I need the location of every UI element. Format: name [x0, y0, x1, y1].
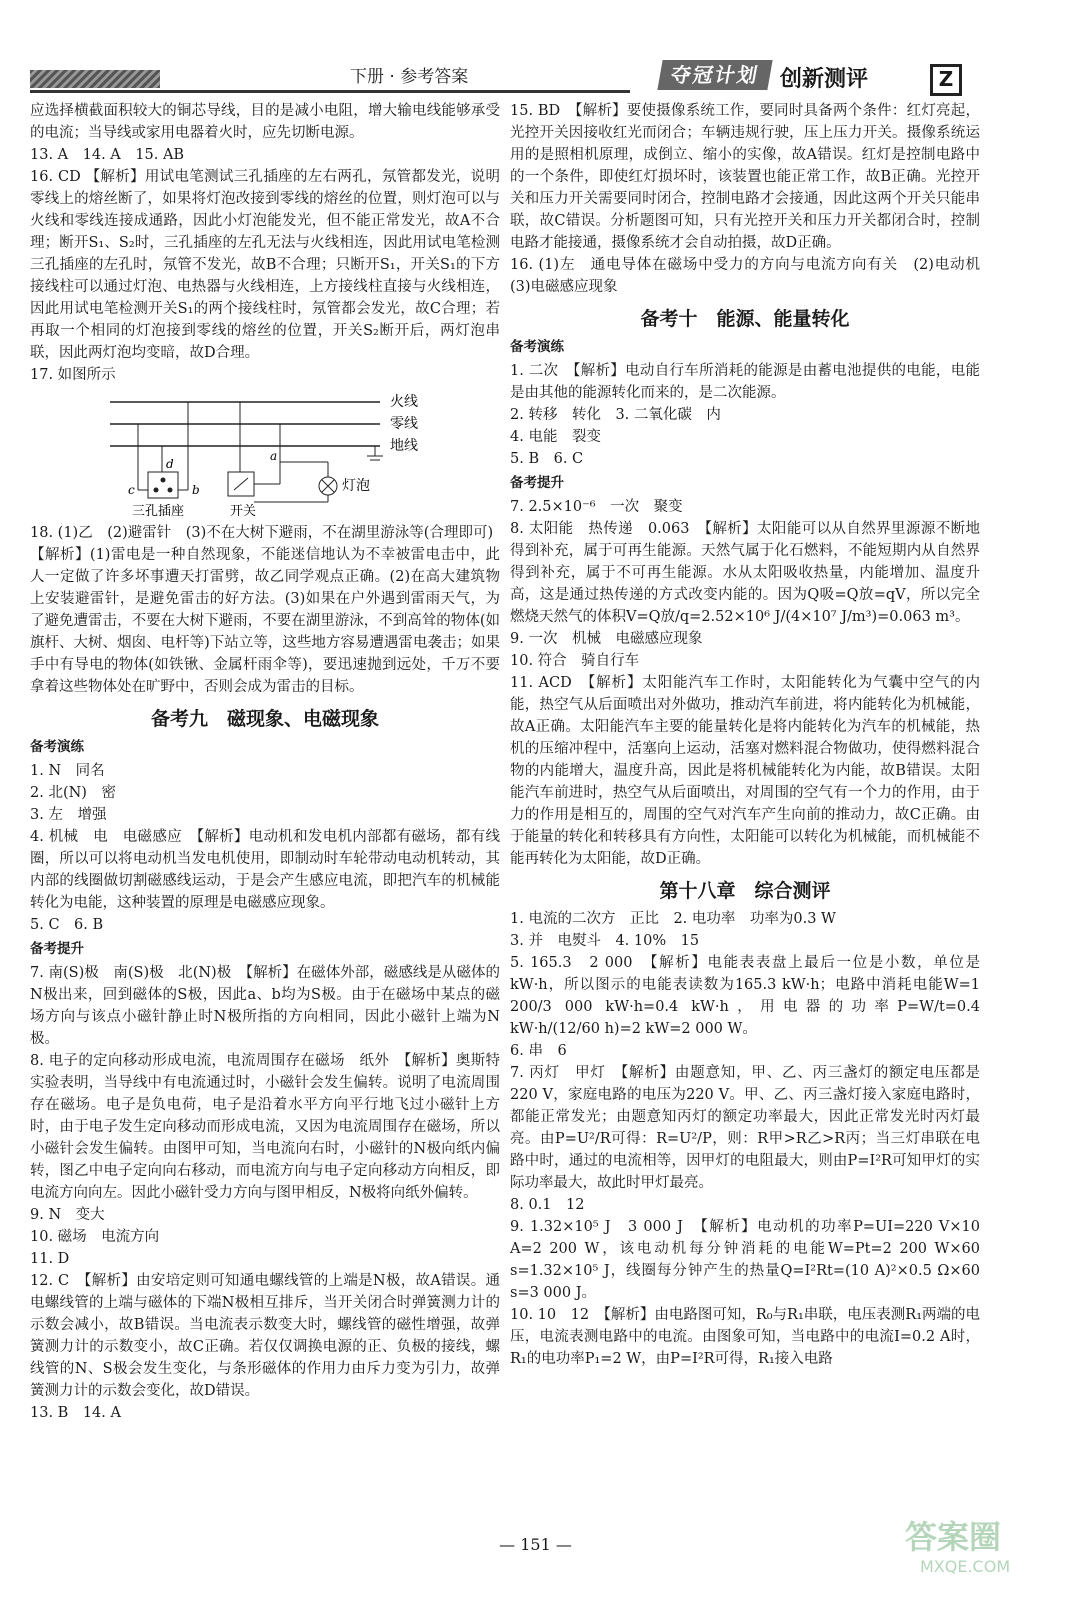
answer-text: 2. 转移 转化 3. 二氧化碳 内	[510, 407, 721, 423]
watermark-text: 答案圈	[905, 1518, 1002, 1556]
answer-text: 8. 电子的定向移动形成电流，电流周围存在磁场 纸外 【解析】奥斯特实验表明，当导线中有电流通过时，小磁针会发生偏转。说明了电流周围存在磁场。电子是负电荷，电子是沿着水平方向平行地飞过小磁针上方时，由于电子发生定向移动而形成电流，又因为电流周围存在磁场，所以小磁针会发生偏转。由图甲可知，当电流向右时，小磁针的N极向纸内偏转，图乙中电子定向向右移动，而电流方向与电子定向移动方向相反，即电流方向向左。因此小磁针受力方向与图甲相反，N极将向纸外偏转。	[30, 1053, 500, 1201]
brand-logo: 夺冠计划	[657, 60, 772, 90]
header-stripe-band	[30, 70, 160, 88]
answer-text: 15. BD 【解析】要使摄像系统工作，要同时具备两个条件：红灯亮起，光控开关因接收红光而闭合；车辆违规行驶，压上压力开关。摄像系统运用的是照相机原理，成倒立、缩小的实像，故A错误。红灯是控制电路中的一个条件，即使红灯损坏时，该装置也能正常工作，故B正确。光控开关和压力开关需要同时闭合，控制电路才会接通，因此这两个开关只能串联，故C错误。分析题图可知，只有光控开关和压力开关都闭合时，控制电路才能接通，摄像系统才会自动拍摄，故D正确。	[510, 103, 980, 251]
answer-text: 16. CD 【解析】用试电笔测试三孔插座的左右两孔，氖管都发光，说明零线上的熔丝断了，如果将灯泡改接到零线的熔丝的位置，则灯泡可以与火线和零线连接成通路，因此小灯泡能发光，但不能正常发光，故A不合理；断开S₁、S₂时，三孔插座的左孔无法与火线相连，因此用试电笔检测三孔插座的左孔时，氖管不发光，故B不合理；只断开S₁，开关S₁的下方接线柱可以通过灯泡、电热器与火线相连，上方接线柱直接与火线相连，因此用试电笔检测开关S₁的两个接线柱时，氖管都会发光，故C合理；若再取一个相同的灯泡接到零线的熔丝的位置，开关S₂断开后，两灯泡串联，因此两灯泡均变暗，故D合理。	[30, 169, 500, 361]
answer-text: 17. 如图所示	[30, 367, 116, 383]
answer-text: 7. 南(S)极 南(S)极 北(N)极 【解析】在磁体外部，磁感线是从磁体的N极出来，回到磁体的S极，因此a、b均为S极。由于在磁场中某点的磁场方向与该点小磁针静止时N极所指的方向相同，因此小磁针上端为N极。	[30, 965, 500, 1047]
watermark-url: MXQE.COM	[920, 1557, 1011, 1576]
point-d-label: d	[166, 457, 174, 471]
answer-text: 2. 北(N) 密	[30, 785, 116, 801]
section-heading: 备考十 能源、能量转化	[640, 308, 850, 330]
household-circuit-diagram	[80, 390, 480, 520]
subsection-heading: 备考演练	[510, 339, 564, 355]
subsection-heading: 备考提升	[30, 941, 84, 957]
page-header	[0, 0, 1071, 100]
section-heading: 第十八章 综合测评	[659, 880, 831, 902]
answer-text: 1. 二次 【解析】电动自行车所消耗的能源是由蓄电池提供的电能，电能是由其他的能源转化而来的，是二次能源。	[510, 363, 980, 401]
socket-label: 三孔插座	[132, 504, 185, 519]
section-heading: 备考九 磁现象、电磁现象	[150, 708, 379, 730]
answer-text: 3. 左 增强	[30, 807, 107, 823]
answer-text: 8. 太阳能 热传递 0.063 【解析】太阳能可以从自然界里源源不断地得到补充，属于可再生能源。天然气属于化石燃料，不能短期内从自然界得到补充，属于不可再生能源。水从太阳吸收热量，内能增加、温度升高，这是通过热传递的方式改变内能的。因为Q吸=Q放=qV，所以完全燃烧天然气的体积V=Q放/q=2.52×10⁶ J/(4×10⁷ J/m³)=0.063 m³。	[510, 521, 980, 625]
header-title: 下册 · 参考答案	[350, 67, 469, 87]
answer-text: 9. N 变大	[30, 1207, 105, 1223]
three-hole-socket-icon	[148, 472, 178, 498]
ground-wire-label: 地线	[390, 438, 418, 454]
answer-text: 6. 串 6	[510, 1043, 567, 1059]
answer-text: 16. (1)左 通电导体在磁场中受力的方向与电流方向有关 (2)电动机 (3)电磁感应现象	[510, 257, 995, 295]
answer-text: 18. (1)乙 (2)避雷针 (3)不在大树下避雨，不在湖里游泳等(合理即可)	[30, 525, 494, 541]
answer-text: 5. 165.3 2 000 【解析】电能表表盘上最后一位是小数，单位是kW·h，所以图示的电能表读数为165.3 kW·h；电路中消耗电能W=1 200/3 000 kW·h=0.4 kW·h，用电器的功率P=W/t=0.4 kW·h/(12/60 h)=2 kW=2 000 W。	[510, 955, 980, 1037]
answer-text: 13. B 14. A	[30, 1405, 121, 1421]
neutral-wire-label: 零线	[390, 416, 418, 432]
answer-text: 9. 1.32×10⁵ J 3 000 J 【解析】电动机的功率P=UI=220 V×10 A=2 200 W，该电动机每分钟消耗的电能W=Pt=2 200 W×60 s=1.32×10⁵ J，线圈每分钟产生的热量Q=I²Rt=(10 A)²×0.5 Ω×60 s=3 000 J。	[510, 1219, 980, 1301]
answer-text: 10. 10 12 【解析】由电路图可知，R₀与R₁串联，电压表测R₁两端的电压，电流表测电路中的电流。由图象可知，当电路中的电流I=0.2 A时，R₁的电功率P₁=2 W，由P=I²R可得，R₁接入电路	[510, 1307, 981, 1367]
answer-text: 5. C 6. B	[30, 917, 104, 933]
header-rule	[30, 90, 630, 93]
switch-label: 开关	[230, 504, 257, 519]
answer-text: 1. N 同名	[30, 763, 105, 779]
watermark-logo	[900, 1510, 1050, 1580]
answer-text: 5. B 6. C	[510, 451, 584, 467]
page-number: — 151 —	[499, 1535, 572, 1554]
answer-text: 4. 机械 电 电磁感应 【解析】电动机和发电机内部都有磁场，都有线圈，所以可以将电动机当发电机使用，即制动时车轮带动电动机转动，其内部的线圈做切割磁感线运动，于是会产生感应电流，即把汽车的机械能转化为电能，这种装置的原理是电磁感应现象。	[30, 829, 500, 911]
answer-text: 7. 丙灯 甲灯 【解析】由题意知，甲、乙、丙三盏灯的额定电压都是220 V，家庭电路的电压为220 V。甲、乙、丙三盏灯接入家庭电路时，都能正常发光；由题意知丙灯的额定功率最大，因此正常发光时丙灯最亮。由P=U²/R可得：R=U²/P，则：R甲>R乙>R丙；当三灯串联在电路中时，通过的电流相等，因甲灯的电阻最大，则由P=I²R可知甲灯的实际功率最大，故此时甲灯最亮。	[510, 1065, 980, 1191]
point-c-label: c	[128, 483, 135, 497]
right-column	[510, 100, 995, 1370]
point-b-label: b	[192, 483, 200, 497]
answer-text: 11. D	[30, 1251, 70, 1267]
live-wire-label: 火线	[390, 394, 418, 410]
answer-text: 9. 一次 机械 电磁感应现象	[510, 631, 703, 647]
answer-text: 10. 磁场 电流方向	[30, 1229, 160, 1245]
brand-subtitle: 创新测评	[780, 67, 869, 92]
answer-text: 8. 0.1 12	[510, 1197, 585, 1213]
answer-text: 7. 2.5×10⁻⁶ 一次 聚变	[510, 499, 683, 515]
answer-explanation: 【解析】(1)雷电是一种自然现象，不能迷信地认为不幸被雷电击中，此人一定做了许多坏事遭天打雷劈，故乙同学观点正确。(2)在高大建筑物上安装避雷针，是避免雷击的好方法。(3)如果在户外遇到雷雨天气，为了避免遭雷击，不要在大树下避雨，不要在湖里游泳，不到高耸的物体(如旗杆、大树、烟囱、电杆等)下站立等，这些地方容易遭遇雷电袭击；如果手中有导电的物体(如铁锹、金属杆雨伞等)，要迅速抛到远处，千万不要拿着这些物体处在旷野中，否则会成为雷击的目标。	[30, 547, 500, 695]
answer-text: 12. C 【解析】由安培定则可知通电螺线管的上端是N极，故A错误。通电螺线管的上端与磁体的下端N极相互排斥，当开关闭合时弹簧测力计的示数会减小，故B错误。当电流表示数变大时，螺线管的磁性增强，故弹簧测力计的示数变小，故C正确。若仅仅调换电源的正、负极的接线，螺线管的N、S极会发生变化，与条形磁体的作用力由斥力变为引力，故弹簧测力计的示数会变化，故D错误。	[30, 1273, 500, 1399]
answer-text: 3. 并 电熨斗 4. 10% 15	[510, 933, 700, 949]
answer-text: 4. 电能 裂变	[510, 429, 601, 445]
answer-text: 13. A 14. A 15. AB	[30, 147, 185, 163]
answer-text: 10. 符合 骑自行车	[510, 653, 640, 669]
answer-text: 应选择横截面积较大的铜芯导线，目的是减小电阻，增大输电线能够承受的电流；当导线或家用电器着火时，应先切断电源。	[30, 103, 500, 141]
subsection-heading: 备考提升	[510, 475, 564, 491]
answer-text: 11. ACD 【解析】太阳能汽车工作时，太阳能转化为气囊中空气的内能，热空气从后面喷出对外做功，推动汽车前进，将内能转化为机械能，故A正确。太阳能汽车主要的能量转化是将内能转化为汽车的机械能，热机的压缩冲程中，活塞向上运动，活塞对燃料混合物做功，使得燃料混合物的内能增大，温度升高，因此是将机械能转化为内能，故B错误。太阳能汽车前进时，热空气从后面喷出，对周围的空气有一个力的作用，由于力的作用是相互的，周围的空气对汽车产生向前的推动力，故C正确。由于能量的转化和转移具有方向性，太阳能可以转化为机械能，而机械能不能再转化为太阳能，故D正确。	[510, 675, 980, 867]
left-column	[30, 100, 500, 1424]
point-a-label: a	[270, 449, 278, 463]
answer-text: 1. 电流的二次方 正比 2. 电功率 功率为0.3 W	[510, 911, 836, 927]
edition-badge: Z	[930, 64, 962, 96]
bulb-label: 灯泡	[342, 478, 370, 494]
subsection-heading: 备考演练	[30, 739, 84, 755]
